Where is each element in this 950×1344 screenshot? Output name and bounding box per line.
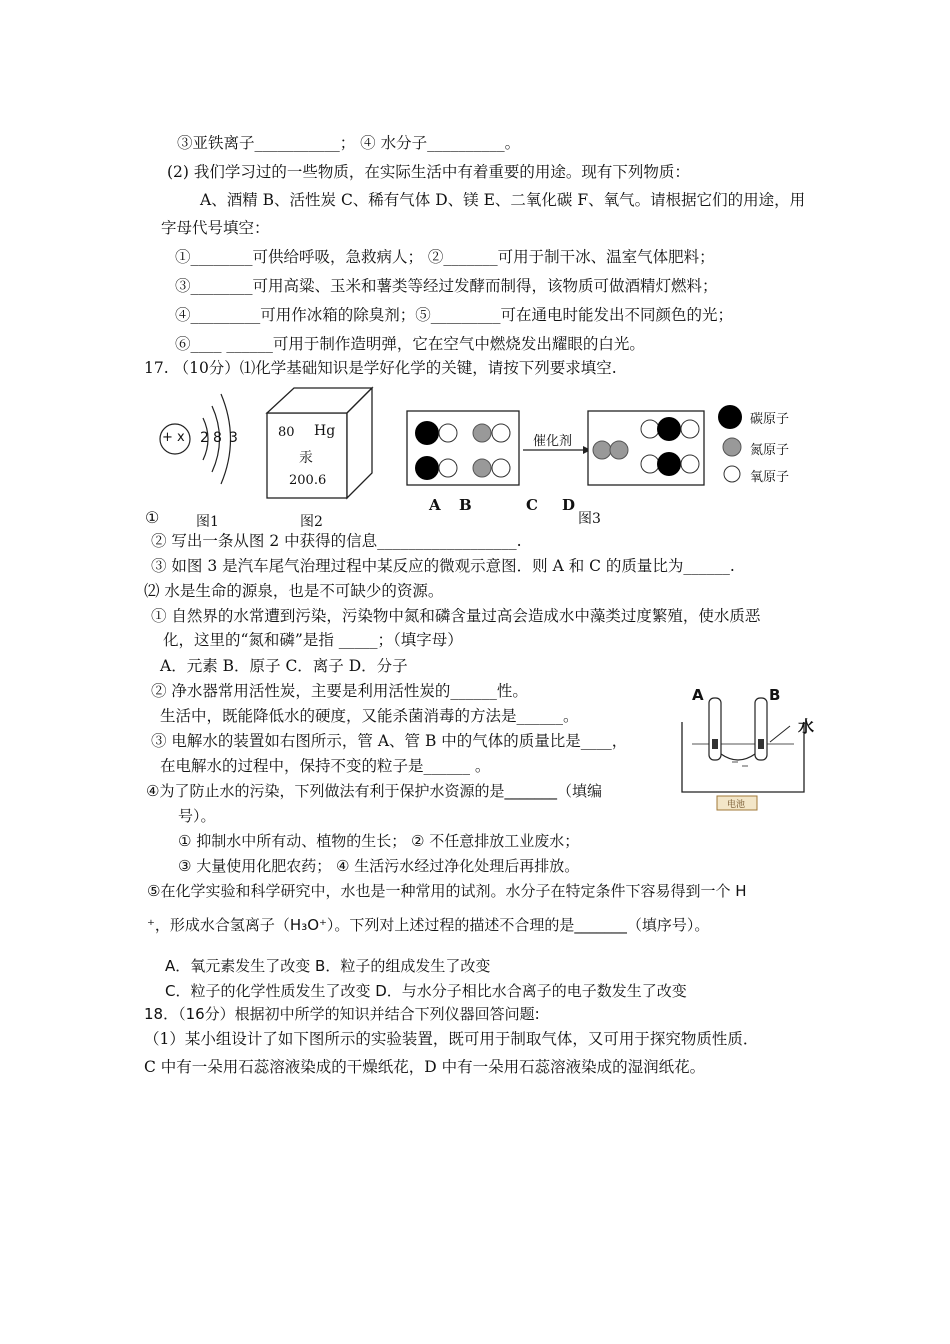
shell-electrons-1: 2 (200, 430, 209, 446)
text-line: 号）。 (178, 807, 216, 825)
text-line: A．氧元素发生了改变 B．粒子的组成发生了改变 (165, 957, 491, 975)
text-line: ③亚铁离子___________； ④ 水分子__________。 (177, 134, 521, 152)
text-line: A、酒精 B、活性炭 C、稀有气体 D、镁 E、二氧化碳 F、氧气。请根据它们的用途，用 (200, 191, 806, 209)
text-line: ③ 大量使用化肥农药； ④ 生活污水经过净化处理后再排放。 (178, 857, 580, 875)
molecule-letter-c: C (526, 496, 538, 514)
molecule-letter-a: A (429, 496, 441, 514)
text-line: C．粒子的化学性质发生了改变 D．与水分子相比水合离子的电子数发生了改变 (165, 982, 687, 1000)
tube-b-label: B (769, 686, 781, 704)
molecule-letter-b: B (459, 496, 472, 514)
element-name: 汞 (299, 450, 313, 466)
text-line: ⑵ 水是生命的源泉，也是不可缺少的资源。 (144, 582, 444, 600)
text-line: 生活中，既能降低水的硬度，又能杀菌消毒的方法是______。 (160, 707, 579, 725)
text-line: ⑤在化学实验和科学研究中，水也是一种常用的试剂。水分子在特定条件下容易得到一个 H (147, 882, 747, 900)
element-symbol: Hg (314, 423, 336, 439)
figure-1-atom-structure (145, 380, 250, 530)
electrolysis-apparatus-figure (672, 684, 822, 812)
text-line: (2) 我们学习过的一些物质，在实际生活中有着重要的用途。现有下列物质： (167, 163, 690, 181)
text-line: ⁺，形成水合氢离子（H₃O⁺）。下列对上述过程的描述不合理的是_______（填序号）。 (147, 916, 710, 934)
figure-2-caption: 图2 (300, 514, 323, 530)
text-line: C 中有一朵用石蕊溶液染成的干燥纸花，D 中有一朵用石蕊溶液染成的湿润纸花。 (144, 1058, 706, 1076)
text-line: ④_________可用作冰箱的除臭剂；⑤_________可在通电时能发出不同颜色的光； (175, 306, 734, 324)
atomic-mass: 200.6 (289, 473, 327, 488)
figure-3-caption: 图3 (578, 511, 601, 527)
text-line: 化，这里的“氮和磷”是指 _____；（填字母） (163, 631, 463, 649)
tube-a-label: A (692, 686, 704, 704)
text-line: ② 写出一条从图 2 中获得的信息__________________. (151, 532, 522, 550)
text-line: ④为了防止水的污染，下列做法有利于保护水资源的是_______（填编 (146, 782, 602, 800)
marker-1: ① (145, 508, 160, 527)
water-label: 水 (798, 717, 815, 736)
text-line: ③ 如图 3 是汽车尾气治理过程中某反应的微观示意图．则 A 和 C 的质量比为______. (151, 557, 735, 575)
atomic-number: 80 (278, 425, 295, 440)
legend-carbon: 碳原子 (750, 412, 790, 427)
shell-electrons-2: 8 (213, 430, 222, 446)
text-line: （1）某小组设计了如下图所示的实验装置，既可用于制取气体，又可用于探究物质性质． (144, 1030, 759, 1048)
figure-2-element-cube (264, 385, 379, 530)
question-18-heading: 18．（16分）根据初中所学的知识并结合下列仪器回答问题: (144, 1005, 540, 1023)
text-line: 在电解水的过程中，保持不变的粒子是______ 。 (160, 757, 491, 775)
text-line: 字母代号填空： (161, 219, 270, 237)
text-line: ③________可用高粱、玉米和薯类等经过发酵而制得，该物质可做酒精灯燃料； (175, 277, 718, 295)
text-line: A．元素 B．原子 C．离子 D．分子 (160, 657, 408, 675)
text-line: ③ 电解水的装置如右图所示，管 A、管 B 中的气体的质量比是____， (151, 732, 628, 750)
question-17-heading: 17. （10分）⑴化学基础知识是学好化学的关键，请按下列要求填空. (144, 359, 617, 377)
text-line: ② 净水器常用活性炭，主要是利用活性炭的______性。 (151, 682, 528, 700)
legend-oxygen: 氧原子 (750, 470, 790, 485)
figure-1-caption: 图1 (196, 514, 219, 530)
molecule-letter-d: D (562, 496, 576, 514)
legend-nitrogen: 氮原子 (750, 443, 790, 458)
text-line: ①________可供给呼吸，急救病人； ②_______可用于制干冰、温室气体肥料； (175, 248, 715, 266)
text-line: ① 抑制水中所有动、植物的生长； ② 不任意排放工业废水； (178, 832, 580, 850)
text-line: ① 自然界的水常遭到污染，污染物中氮和磷含量过高会造成水中藻类过度繁殖，使水质恶 (151, 607, 761, 625)
shell-electrons-3: 3 (229, 430, 238, 446)
catalyst-label: 催化剂 (533, 434, 573, 449)
text-line: ⑥____ ______可用于制作造明弹，它在空气中燃烧发出耀眼的白光。 (175, 335, 645, 353)
battery-label: 电池 (727, 800, 746, 810)
figure-3-reaction-diagram (405, 404, 800, 526)
nucleus-label: + x (162, 430, 185, 445)
